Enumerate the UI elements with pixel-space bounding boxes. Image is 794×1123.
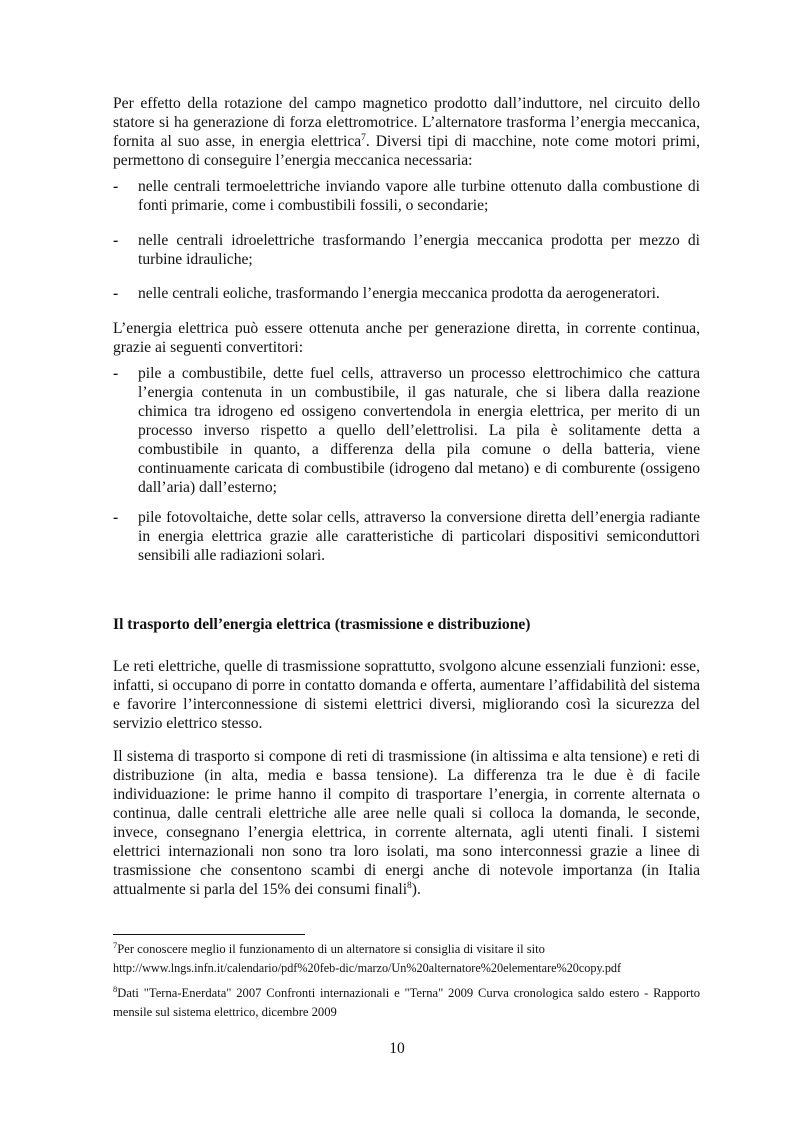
list-item-text: nelle centrali idroelettriche trasformando l’energia meccanica prodotta per mezzo di turbine idrauliche; — [138, 232, 700, 268]
bullet-dash: - — [113, 232, 119, 249]
paragraph-alternatore: Per effetto della rotazione del campo magnetico prodotto dall’induttore, nel circuito dello statore si ha generazione di forza elettromotrice. L’alternatore trasforma l’energia meccanica, fornita al suo asse, in energia elettrica$^7$. Diversi tipi di macchine, note come motori primi, permettono di conseguire l’energia meccanica necessaria: — [113, 95, 700, 169]
footnote-ref-8: 8 — [407, 881, 412, 891]
list-item — [113, 284, 700, 303]
footnote-7: $^7$Per conoscere meglio il funzionamento di un alternatore si consiglia di visitare il sito http://www.lngs.infn.it/calendario/pdf%20feb-dic/marzo/Un%20alternatore%20elementare%20copy.pdf — [113, 940, 622, 975]
list-item — [113, 364, 700, 497]
paragraph-sistema-trasporto: Il sistema di trasporto si compone di reti di trasmissione (in altissima e alta tensione) e reti di distribuzione (in alta, media e bassa tensione). La differenza tra le due è di facile individuazione: le prime hanno il compito di trasportare l’energia, in corrente alternata o continua, dalle centrali elettriche alle aree nelle quali si colloca la domanda, le seconde, invece, consegnano l’energia elettrica, in corrente alternata, agli utenti finali. I sistemi elettrici internazionali non sono tra loro isolati, ma sono interconnessi grazie a linee di trasmissione che consentono scambi di energi anche di notevole importanza (in Italia attualmente si parla del 15% dei consumi finali$^8$). — [113, 748, 700, 898]
footnote-8: $^8$Dati "Terna-Enerdata" 2007 Confronti internazionali e "Terna" 2009 Curva cronologica saldo estero - Rapporto mensile sul sistema elettrico, dicembre 2009 — [113, 984, 700, 1019]
paragraph-reti-elettriche: Le reti elettriche, quelle di trasmissione soprattutto, svolgono alcune essenziali funzioni: esse, infatti, si occupano di porre in contatto domanda e offerta, aumentare l’affidabilità del sistema e favorire l’interconnessione di sistemi elettrici diversi, migliorando così la sicurezza del servizio elettrico stesso. — [113, 658, 701, 732]
section-heading: Il trasporto dell’energia elettrica (trasmissione e distribuzione) — [113, 616, 531, 633]
list-item — [113, 508, 700, 565]
footnote-url-link[interactable]: http://www.lngs.infn.it/calendario/pdf%20feb-dic/marzo/Un%20alternatore%20elementare%20copy.pdf — [113, 961, 622, 975]
list-item-text: nelle centrali eoliche, trasformando l’energia meccanica prodotta da aerogeneratori. — [138, 285, 660, 302]
footnote-mark-8: 8 — [113, 984, 118, 994]
footnote-ref-7: 7 — [361, 133, 366, 143]
bullet-dash: - — [113, 178, 119, 195]
bullet-dash: - — [113, 509, 119, 526]
bullet-dash: - — [113, 285, 119, 302]
footnote-divider — [113, 934, 305, 935]
page-number: 10 — [389, 1040, 405, 1057]
list-item-text: pile a combustibile, dette fuel cells, attraverso un processo elettrochimico che cattura l’energia contenuta in un combustibile, il gas naturale, che si libera dalla reazione chimica tra idrogeno ed ossigeno convertendola in energia elettrica, per merito di un processo inverso rispetto a quello dell’elettrolisi. La pila è solitamente detta a combustibile in quanto, a differenza della pila comune o della batteria, viene continuamente caricata di combustibile (idrogeno dal metano) e di comburente (ossigeno dall’aria) dall’esterno; — [138, 365, 700, 496]
paragraph-generazione-diretta: L’energia elettrica può essere ottenuta anche per generazione diretta, in corrente continua, grazie ai seguenti convertitori: — [113, 320, 700, 356]
list-item-text: pile fotovoltaiche, dette solar cells, attraverso la conversione diretta dell’energia radiante in energia elettrica grazie alle caratteristiche di particolari dispositivi semiconduttori sensibili alle radiazioni solari. — [138, 509, 700, 564]
list-item-text: nelle centrali termoelettriche inviando vapore alle turbine ottenuto dalla combustione di fonti primarie, come i combustibili fossili, o secondarie; — [138, 178, 700, 214]
bullet-dash: - — [113, 365, 119, 382]
list-item — [113, 231, 700, 269]
footnote-mark-7: 7 — [113, 940, 118, 950]
list-item — [113, 177, 700, 215]
